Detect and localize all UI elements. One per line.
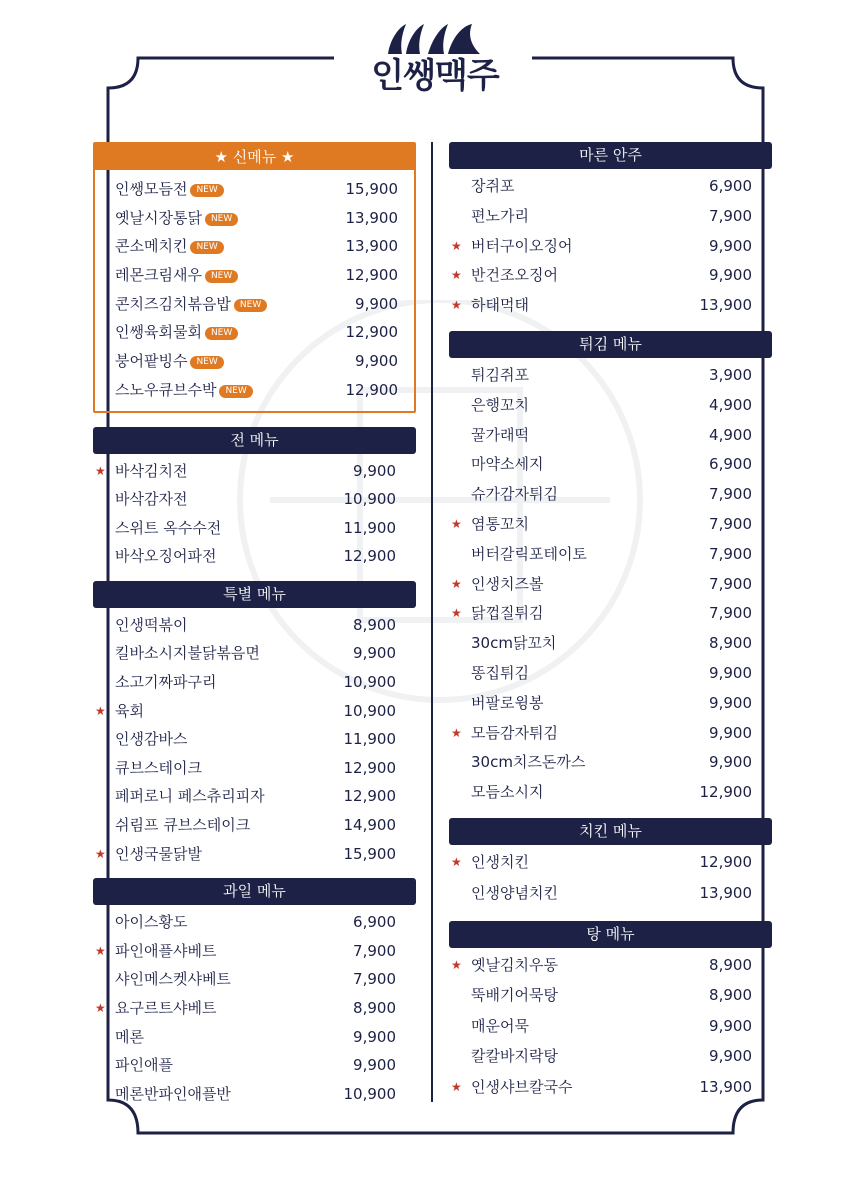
menu-item bbox=[449, 879, 772, 911]
item-name: 모듬감자튀김 bbox=[471, 723, 558, 742]
item-name: 인생양념치킨 bbox=[471, 884, 558, 903]
item-price: 7,900 bbox=[709, 206, 752, 225]
item-name: 닭껍질튀김 bbox=[471, 604, 544, 623]
menu-item bbox=[93, 937, 416, 966]
menu-item bbox=[93, 1023, 416, 1052]
menu-item bbox=[93, 811, 416, 840]
new-badge: NEW bbox=[234, 299, 267, 312]
menu-item bbox=[449, 748, 772, 778]
item-name: 장쥐포 bbox=[471, 177, 515, 195]
new-badge: NEW bbox=[190, 184, 223, 197]
item-name: 콘소메치킨 bbox=[115, 237, 188, 256]
menu-item bbox=[95, 175, 414, 204]
item-name: 붕어팥빙수 bbox=[115, 352, 188, 371]
star-icon: ★ bbox=[451, 957, 462, 972]
fruit-menu-list bbox=[93, 905, 416, 1112]
item-name: 인쌩육회물회 bbox=[115, 323, 202, 342]
item-name: 반건조오징어 bbox=[471, 266, 558, 285]
item-price: 12,900 bbox=[343, 758, 396, 777]
menu-item bbox=[449, 391, 772, 421]
menu-item bbox=[93, 1051, 416, 1080]
new-menu-list bbox=[95, 170, 414, 411]
item-name: 인생국물닭발 bbox=[115, 844, 202, 863]
item-name: 파인애플 bbox=[115, 1056, 173, 1075]
menu-item bbox=[449, 510, 772, 540]
item-name: 염통꼬치 bbox=[471, 514, 529, 533]
item-name: 바삭감자전 bbox=[115, 490, 188, 509]
star-icon: ★ bbox=[95, 703, 106, 718]
foam-crown-icon bbox=[380, 22, 490, 56]
chicken-menu-header: 치킨 메뉴 bbox=[449, 818, 772, 845]
item-price: 8,900 bbox=[709, 986, 752, 1005]
item-name: 인생치즈볼 bbox=[471, 574, 544, 593]
menu-item bbox=[449, 421, 772, 451]
new-badge: NEW bbox=[190, 356, 223, 369]
item-name: 요구르트샤베트 bbox=[115, 999, 217, 1017]
menu-item bbox=[449, 232, 772, 262]
star-icon: ★ bbox=[451, 606, 462, 621]
item-price: 9,900 bbox=[709, 236, 752, 255]
item-price: 9,900 bbox=[355, 352, 398, 371]
item-price: 12,900 bbox=[699, 783, 752, 802]
fried-menu-list bbox=[449, 358, 772, 812]
item-name: 아이스황도 bbox=[115, 913, 188, 932]
item-price: 9,900 bbox=[709, 1047, 752, 1066]
item-name: 소고기짜파구리 bbox=[115, 673, 217, 692]
item-price: 13,900 bbox=[699, 884, 752, 903]
item-price: 12,900 bbox=[345, 266, 398, 285]
item-name: 버팔로윙봉 bbox=[471, 693, 544, 712]
star-icon: ★ bbox=[451, 1079, 462, 1094]
menu-item bbox=[449, 261, 772, 291]
menu-item bbox=[93, 965, 416, 994]
item-name: 꿀가래떡 bbox=[471, 425, 529, 444]
item-name: 샤인메스켓샤베트 bbox=[115, 970, 231, 989]
item-price: 9,900 bbox=[353, 1056, 396, 1075]
item-name: 모듬소시지 bbox=[471, 783, 544, 802]
item-name: 칼칼바지락탕 bbox=[471, 1047, 558, 1066]
menu-item bbox=[93, 639, 416, 668]
item-price: 12,900 bbox=[343, 787, 396, 806]
item-price: 9,900 bbox=[709, 723, 752, 742]
menu-item bbox=[449, 848, 772, 880]
menu-item bbox=[95, 318, 414, 347]
item-price: 11,900 bbox=[343, 730, 396, 749]
new-badge: NEW bbox=[190, 241, 223, 254]
menu-item bbox=[93, 754, 416, 783]
item-name: 인생감바스 bbox=[115, 730, 188, 749]
item-price: 6,900 bbox=[709, 455, 752, 474]
star-icon: ★ bbox=[95, 943, 106, 958]
menu-item bbox=[95, 261, 414, 290]
item-price: 11,900 bbox=[343, 518, 396, 537]
item-price: 13,900 bbox=[699, 1077, 752, 1096]
item-name: 레몬크림새우 bbox=[115, 266, 202, 285]
tang-menu-header: 탕 메뉴 bbox=[449, 921, 772, 948]
menu-item bbox=[449, 172, 772, 202]
jeon-menu-list bbox=[93, 454, 416, 575]
special-menu-list bbox=[93, 608, 416, 872]
star-icon: ★ bbox=[451, 854, 462, 869]
new-badge: NEW bbox=[205, 213, 238, 226]
menu-item bbox=[449, 570, 772, 600]
menu-item bbox=[449, 361, 772, 391]
tang-menu-list bbox=[449, 948, 772, 1108]
item-price: 12,900 bbox=[699, 852, 752, 871]
item-name: 메론 bbox=[115, 1027, 144, 1046]
item-price: 9,900 bbox=[709, 753, 752, 772]
menu-item bbox=[449, 1012, 772, 1043]
item-name: 페퍼로니 페스츄리피자 bbox=[115, 787, 265, 806]
item-name: 은행꼬치 bbox=[471, 395, 529, 414]
menu-item bbox=[93, 725, 416, 754]
item-price: 15,900 bbox=[345, 180, 398, 198]
star-icon: ★ bbox=[95, 1001, 106, 1015]
item-name: 30cm치즈돈까스 bbox=[471, 753, 586, 772]
menu-item bbox=[93, 668, 416, 697]
item-name: 파인애플샤베트 bbox=[115, 941, 217, 960]
item-name: 똥집튀김 bbox=[471, 663, 529, 682]
item-price: 8,900 bbox=[353, 999, 396, 1017]
item-price: 9,900 bbox=[353, 644, 396, 663]
item-name: 옛날시장통닭 bbox=[115, 208, 202, 227]
item-price: 7,900 bbox=[353, 941, 396, 960]
new-badge: NEW bbox=[219, 385, 252, 398]
item-price: 10,900 bbox=[343, 1084, 396, 1103]
menu-item bbox=[449, 951, 772, 982]
menu-item bbox=[449, 480, 772, 510]
item-name: 인생치킨 bbox=[471, 852, 529, 871]
menu-item bbox=[93, 485, 416, 514]
menu-item bbox=[93, 514, 416, 543]
item-price: 7,900 bbox=[709, 544, 752, 563]
right-column bbox=[449, 142, 772, 1107]
menu-item bbox=[93, 908, 416, 937]
dry-menu-list bbox=[449, 169, 772, 325]
menu-item bbox=[95, 347, 414, 376]
menu-item bbox=[449, 778, 772, 808]
fruit-menu-header: 과일 메뉴 bbox=[93, 878, 416, 905]
item-price: 9,900 bbox=[709, 693, 752, 712]
new-badge: NEW bbox=[205, 270, 238, 283]
star-icon: ★ bbox=[451, 576, 462, 591]
item-price: 7,900 bbox=[709, 604, 752, 623]
menu-item bbox=[93, 457, 416, 486]
item-name: 버터갈릭포테이토 bbox=[471, 544, 587, 563]
item-name: 마약소세지 bbox=[471, 455, 544, 474]
item-price: 10,900 bbox=[343, 490, 396, 509]
menu-item bbox=[93, 611, 416, 640]
item-price: 12,900 bbox=[345, 380, 398, 399]
item-price: 4,900 bbox=[709, 395, 752, 414]
item-name: 슈가감자튀김 bbox=[471, 485, 558, 504]
item-name: 육회 bbox=[115, 701, 144, 720]
item-name: 인생샤브칼국수 bbox=[471, 1077, 573, 1096]
item-price: 9,900 bbox=[709, 1016, 752, 1035]
item-name: 바삭오징어파전 bbox=[115, 547, 217, 566]
item-price: 12,900 bbox=[343, 547, 396, 566]
item-name: 옛날김치우동 bbox=[471, 955, 558, 974]
item-price: 9,900 bbox=[709, 663, 752, 682]
item-name: 하태먹태 bbox=[471, 296, 529, 315]
star-icon: ★ bbox=[451, 298, 462, 313]
brand-name: 인쌩맥주 bbox=[371, 56, 499, 96]
item-name: 큐브스테이크 bbox=[115, 758, 202, 777]
menu-item bbox=[449, 719, 772, 749]
item-name: 콘치즈김치볶음밥 bbox=[115, 294, 231, 313]
item-name: 인쌩모듬전 bbox=[115, 180, 188, 198]
menu-item bbox=[95, 376, 414, 405]
menu-item bbox=[93, 697, 416, 726]
item-price: 13,900 bbox=[699, 296, 752, 315]
brand-logo bbox=[340, 22, 530, 120]
menu-item bbox=[449, 202, 772, 232]
item-price: 7,900 bbox=[709, 514, 752, 533]
fried-menu-header: 튀김 메뉴 bbox=[449, 331, 772, 358]
menu-item bbox=[95, 232, 414, 261]
menu-item bbox=[449, 689, 772, 719]
dry-menu-header: 마른 안주 bbox=[449, 142, 772, 169]
star-icon: ★ bbox=[95, 846, 106, 861]
new-badge: NEW bbox=[205, 327, 238, 340]
item-name: 메론반파인애플반 bbox=[115, 1084, 231, 1103]
item-price: 13,900 bbox=[345, 237, 398, 256]
item-name: 매운어묵 bbox=[471, 1016, 529, 1035]
item-name: 튀김쥐포 bbox=[471, 365, 529, 384]
menu-item bbox=[449, 1073, 772, 1104]
item-name: 버터구이오징어 bbox=[471, 236, 573, 255]
item-name: 편노가리 bbox=[471, 206, 529, 225]
menu-item bbox=[449, 1042, 772, 1073]
star-icon: ★ bbox=[451, 725, 462, 740]
item-price: 6,900 bbox=[709, 177, 752, 195]
new-menu-header: ★ 신메뉴 ★ bbox=[95, 144, 414, 170]
star-icon: ★ bbox=[451, 238, 462, 253]
item-price: 10,900 bbox=[343, 673, 396, 692]
item-price: 12,900 bbox=[345, 323, 398, 342]
item-name: 바삭김치전 bbox=[115, 461, 188, 480]
item-price: 9,900 bbox=[353, 461, 396, 480]
jeon-menu-header: 전 메뉴 bbox=[93, 427, 416, 454]
item-price: 8,900 bbox=[353, 615, 396, 634]
item-price: 8,900 bbox=[709, 955, 752, 974]
menu-item bbox=[449, 599, 772, 629]
item-price: 10,900 bbox=[343, 701, 396, 720]
item-name: 스노우큐브수박 bbox=[115, 380, 217, 399]
item-name: 인생떡볶이 bbox=[115, 615, 188, 634]
new-menu-section bbox=[93, 142, 416, 413]
menu-item bbox=[449, 981, 772, 1012]
menu-item bbox=[449, 291, 772, 321]
item-price: 7,900 bbox=[709, 485, 752, 504]
menu-item bbox=[93, 1080, 416, 1109]
star-icon: ★ bbox=[451, 516, 462, 531]
star-icon: ★ bbox=[451, 268, 462, 283]
item-price: 7,900 bbox=[353, 970, 396, 989]
item-price: 8,900 bbox=[709, 634, 752, 653]
menu-item bbox=[93, 542, 416, 571]
menu-item bbox=[449, 450, 772, 480]
left-column bbox=[93, 142, 416, 1112]
menu-item bbox=[95, 204, 414, 233]
chicken-menu-list bbox=[449, 845, 772, 915]
star-icon: ★ bbox=[95, 463, 106, 478]
menu-item bbox=[449, 540, 772, 570]
item-price: 7,900 bbox=[709, 574, 752, 593]
item-price: 14,900 bbox=[343, 816, 396, 835]
menu-item bbox=[93, 994, 416, 1023]
item-price: 3,900 bbox=[709, 365, 752, 384]
item-name: 쉬림프 큐브스테이크 bbox=[115, 816, 251, 835]
item-price: 6,900 bbox=[353, 913, 396, 932]
item-name: 뚝배기어묵탕 bbox=[471, 986, 558, 1005]
special-menu-header: 특별 메뉴 bbox=[93, 581, 416, 608]
menu-item bbox=[449, 629, 772, 659]
item-price: 9,900 bbox=[355, 294, 398, 313]
menu-item bbox=[449, 659, 772, 689]
item-name: 30cm닭꼬치 bbox=[471, 634, 557, 653]
item-price: 9,900 bbox=[709, 266, 752, 285]
menu-item bbox=[93, 782, 416, 811]
menu-item bbox=[95, 290, 414, 319]
item-name: 스위트 옥수수전 bbox=[115, 518, 222, 537]
item-price: 15,900 bbox=[343, 844, 396, 863]
menu-item bbox=[93, 840, 416, 869]
item-price: 4,900 bbox=[709, 425, 752, 444]
item-name: 킬바소시지불닭볶음면 bbox=[115, 644, 260, 663]
item-price: 13,900 bbox=[345, 208, 398, 227]
item-price: 9,900 bbox=[353, 1027, 396, 1046]
